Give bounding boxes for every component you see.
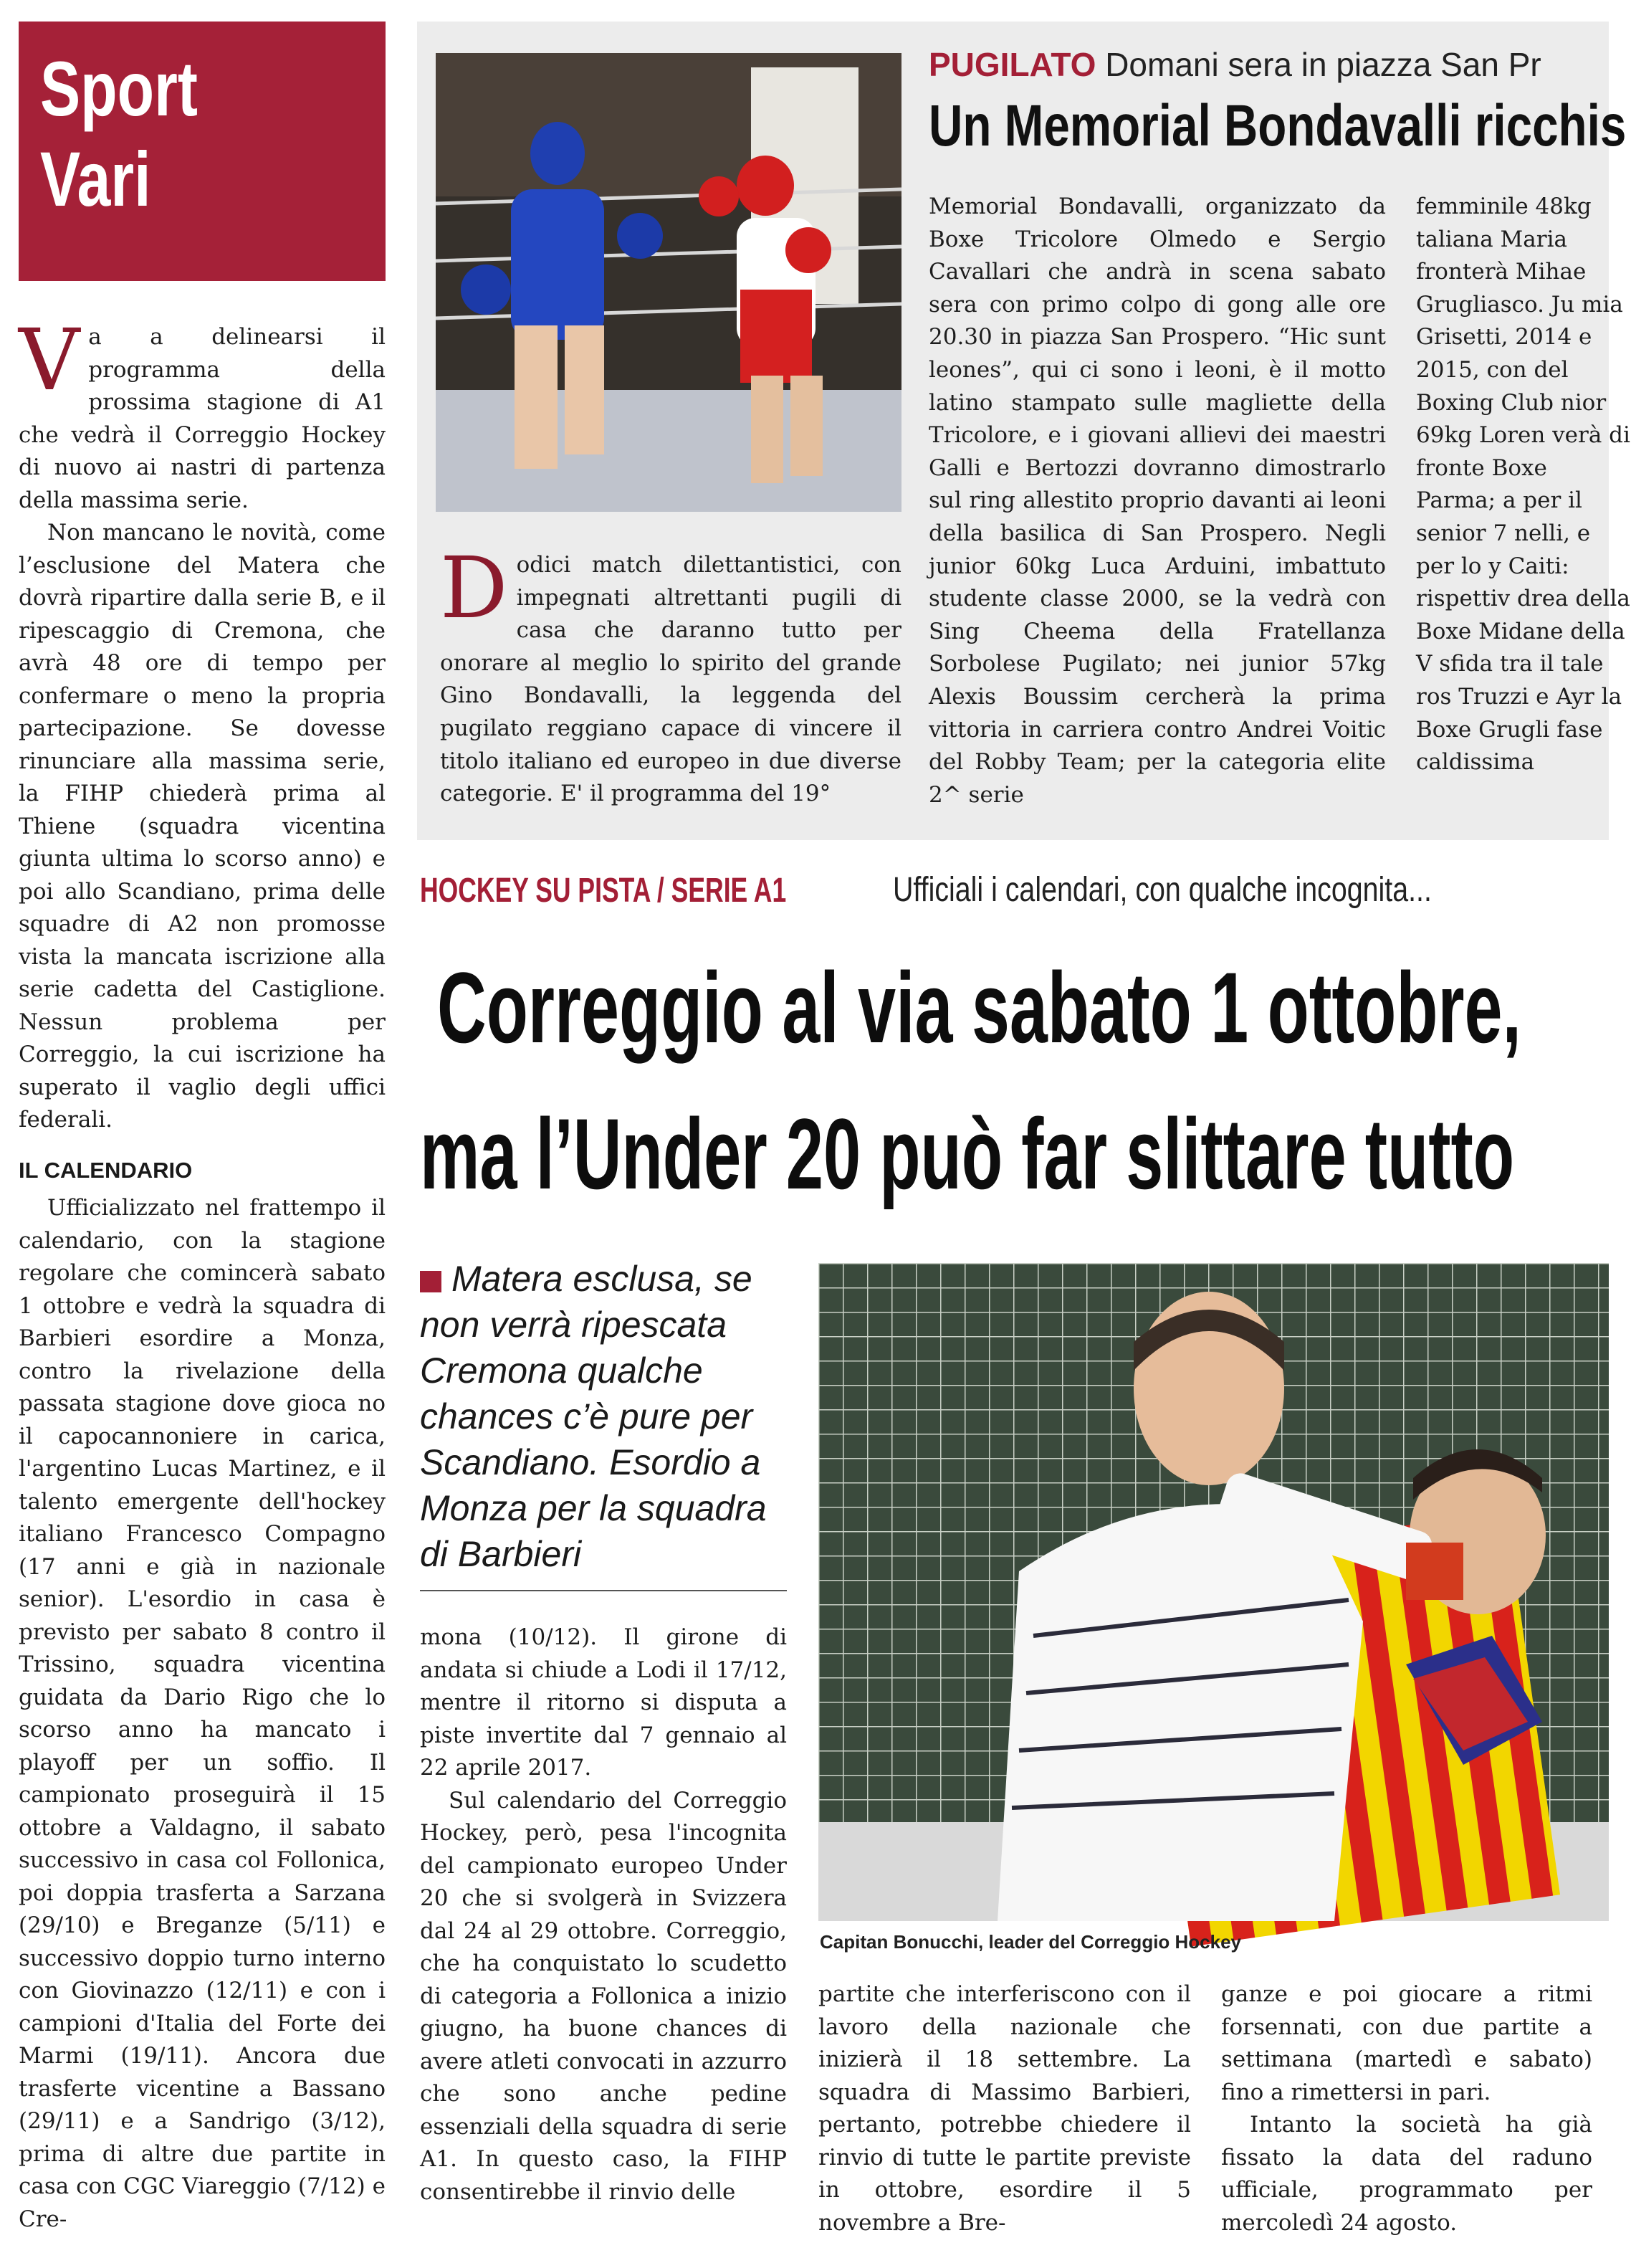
hockey-text-4a: ganze e poi giocare a ritmi forsennati, con due partite a settimana (martedì e sabato) fino a rimettersi in pari. — [1221, 1981, 1592, 2105]
hockey-kicker-rest-wrap — [893, 869, 1550, 912]
boxing-photo-image — [436, 53, 901, 512]
boxing-text-2: Memorial Bondavalli, organizzato da Boxe Tricolore Olmedo e Sergio Cavallari che andrà in scena sabato sera con primo colpo di gong alle ore 20.30 in piazza San Prospero. “Hic sunt leones”, qui ci sono i leoni, è il motto latino stampato sulle magliette della Tricolore, e i giovani allievi dei maestri Galli e Bertozzi dovranno dimostrarlo sul ring allestito proprio davanti ai leoni della basilica di San Prospero. Negli junior 60kg Luca Arduini, imbattuto studente classe 2000, se la vedrà con Sing Cheema della Fratellanza Sorbolese Pugilato; nei junior 57kg Alexis Boussim cercherà la prima vittoria in carriera contro Andrei Voitic del Robby Team; per la categoria elite 2^ serie — [929, 194, 1386, 808]
boxing-column-1 — [440, 538, 901, 811]
hockey-column-2 — [420, 1621, 787, 2209]
left-paragraph-1: a a delinearsi il programma della prossima stagione di A1 che vedrà il Correggio Hockey di nuovo ai nastri di partenza della massima serie. — [19, 324, 386, 513]
hockey-photo-image — [818, 1263, 1609, 1921]
hockey-text-3: partite che interferiscono con il lavoro della nazionale che inizierà il 18 settembre. La squadra di Massimo Barbieri, pertanto, potrebbe chiedere il rinvio di tutte le partite previste in ottobre, esordire il 5 novembre a Bre- — [818, 1981, 1191, 2236]
boxing-kicker-rest: Domani sera in piazza San Pr — [1105, 46, 1541, 83]
hockey-column-3 — [818, 1978, 1191, 2239]
hockey-column-4 — [1221, 1978, 1592, 2239]
hockey-summary — [420, 1256, 785, 1577]
boxing-column-3-clip — [1416, 191, 1630, 821]
left-dropcap: V — [19, 310, 80, 409]
hockey-headline-line1: Correggio al via sabato 1 ottobre, — [437, 951, 1521, 1064]
hockey-summary-text: Matera esclusa, se non verrà ripescata Cremona qualche chances c’è pure per Scandiano. Esordio a Monza per la squadra di Barbieri — [420, 1259, 767, 1574]
boxing-text-3: femminile 48kg taliana Maria fronterà Mihae Grugliasco. Ju mia Grisetti, 2014 e 2015, con del Boxing Club nior 69kg Loren verà di fronte Boxe Parma; a per il senior 7 nelli, e per lo y Caiti: rispettiv drea della Boxe Midane della V sfida tra il tale ros Truzzi e Ayr la Boxe Grugli fase caldissima — [1416, 194, 1630, 776]
hockey-text-2a: mona (10/12). Il girone di andata si chiude a Lodi il 17/12, mentre il ritorno si disputa a piste invertite dal 7 gennaio al 22 aprile 2017. — [420, 1624, 787, 1781]
hockey-photo — [818, 1263, 1609, 1921]
boxing-column-3 — [1416, 191, 1631, 779]
left-subhead: IL CALENDARIO — [19, 1157, 193, 1183]
boxing-dropcap: D — [440, 538, 508, 637]
summary-square-icon — [420, 1271, 441, 1292]
left-paragraph-2: Non mancano le novità, come l’esclusione del Matera che dovrà ripartire dalla serie B, e il ripescaggio di Cremona, che avrà 48 ore di tempo per confermare o meno la propria partecipazione. Se dovesse rinunciare alla massima serie, la FIHP chiederà prima al Thiene (squadra vicentina giunta ultima lo scorso anno) e poi allo Scandiano, prima delle squadre di A2 non promosse vista la mancata iscrizione alla serie cadetta del Castiglione. Nessun problema per Correggio, la cui iscrizione ha superato il vaglio degli uffici federali. — [19, 520, 386, 1133]
hockey-text-2b: Sul calendario del Correggio Hockey, però, pesa l'incognita del campionato europeo Under 20 che si svolgerà in Svizzera dal 24 al 29 ottobre. Correggio, che ha conquistato lo scudetto di categoria a Follonica a inizio giugno, ha buone chances di avere atleti convocati in azzurro che sono anche pedine essenziali della squadra di serie A1. In questo caso, la FIHP consentirebbe il rinvio delle — [420, 1787, 787, 2205]
section-tag-line1: Sport — [40, 45, 198, 132]
boxing-kicker — [929, 44, 1541, 85]
hockey-kicker — [420, 869, 915, 913]
left-article — [19, 310, 386, 2236]
boxing-column-2 — [929, 191, 1386, 811]
section-tag-line2: Vari — [40, 135, 151, 222]
summary-rule — [420, 1590, 787, 1591]
boxing-text-1: odici match dilettantistici, con impegnati altrettanti pugili di casa che daranno tutto per onorare al meglio lo spirito del grande Gino Bondavalli, la leggenda del pugilato reggiano capace di vincere il titolo italiano ed europeo in due diverse categorie. E' il programma del 19° — [440, 552, 901, 807]
boxing-photo — [436, 53, 901, 512]
boxing-headline: Un Memorial Bondavalli ricchis — [929, 93, 1627, 158]
hockey-kicker-label: HOCKEY SU PISTA / SERIE A1 — [420, 872, 787, 910]
boxing-kicker-label: PUGILATO — [929, 46, 1096, 83]
hockey-kicker-rest: Ufficiali i calendari, con qualche incognita... — [893, 871, 1432, 909]
hockey-text-4b: Intanto la società ha già fissato la data del raduno ufficiale, programmato per mercoledì 24 agosto. — [1221, 2112, 1592, 2236]
section-tag — [19, 22, 386, 281]
hockey-headline-line2: ma l’Under 20 può far slittare tutto — [420, 1097, 1515, 1210]
hockey-photo-caption: Capitan Bonucchi, leader del Correggio Hockey — [820, 1931, 1242, 1953]
left-paragraph-3: Ufficializzato nel frattempo il calendario, con la stagione regolare che comincerà sabato 1 ottobre e vedrà la squadra di Barbieri esordire a Monza, contro la rivelazione della passata stagione dove gioca no il capocannoniere in carica, l'argentino Lucas Martinez, e il talento emergente dell'hockey italiano Francesco Compagno (17 anni e già in nazionale senior). L'esordio in casa è previsto per sabato 8 contro il Trissino, squadra vicentina guidata da Dario Rigo che lo scorso anno ha mancato i playoff per un soffio. Il campionato proseguirà il 15 ottobre a Valdagno, il sabato successivo in casa col Follonica, poi doppia trasferta a Sarzana (29/10) e Breganze (5/11) e successivo doppio turno interno con Giovinazzo (12/11) e con i campioni d'Italia del Forte dei Marmi (19/11). Ancora due trasferte vicentine a Bassano (29/11) e a Sandrigo (3/12), prima di altre due partite in casa con CGC Viareggio (7/12) e Cre- — [19, 1195, 386, 2232]
